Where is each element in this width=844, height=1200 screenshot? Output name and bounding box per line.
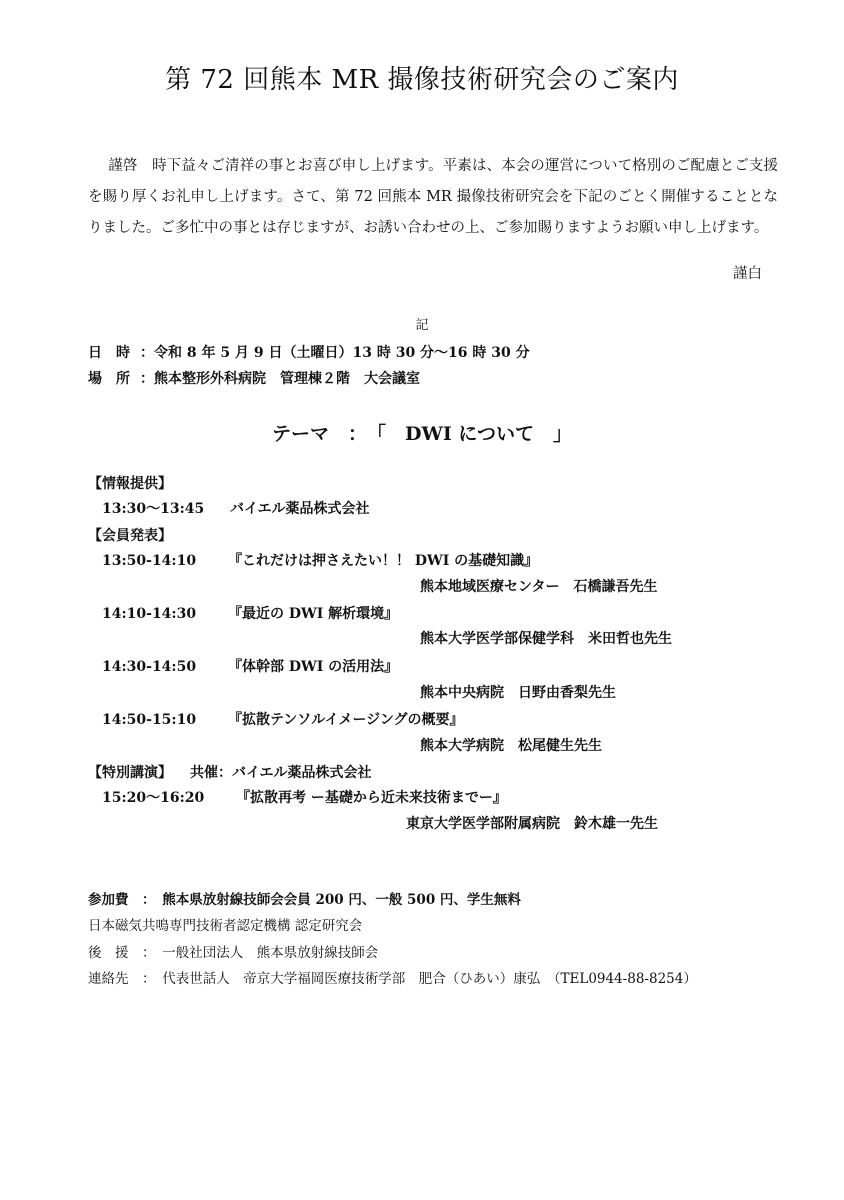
special-section-header: 【特別講演】 — [88, 765, 172, 781]
greeting-paragraph: 謹啓 時下益々ご清祥の事とお喜び申し上げます。平素は、本会の運営について格別のご配慮とご支援を賜り厚くお礼申し上げます。さて、第 72 回熊本 MR 撮像技術研究会を下記のごとく開催することとなりました。ご多忙中の事とは存じますが、お誘い合わせの上、ご参加賜りますようお願い申し上げます。 — [88, 158, 778, 236]
place-label: 場 所 — [88, 371, 130, 387]
talk-affiliation: 熊本大学病院 松尾健生先生 — [420, 738, 602, 754]
talk-title: 『最近の DWI 解析環境』 — [228, 606, 399, 622]
closing-word: 謹白 — [733, 266, 762, 282]
talk-affiliation: 熊本地域医療センター 石橋謙吾先生 — [420, 579, 658, 595]
special-title: 『拡散再考 ー基礎から近未来技術までー』 — [236, 790, 507, 806]
talk-time: 13:50-14:10 — [102, 553, 197, 569]
talk-title: 『これだけは押さえたい！！ DWI の基礎知識』 — [228, 553, 539, 569]
page-title: 第 72 回熊本 MR 撮像技術研究会のご案内 — [165, 65, 679, 95]
talk-affiliation: 熊本中央病院 日野由香梨先生 — [420, 685, 616, 701]
talk-title: 『拡散テンソルイメージングの概要』 — [228, 712, 464, 728]
date-value: ：令和 8 年 5 月 9 日（土曜日）13 時 30 分～16 時 30 分 — [140, 345, 530, 361]
talk-time: 14:10-14:30 — [102, 606, 197, 622]
special-time: 15:20～16:20 — [102, 790, 205, 806]
talk-time: 14:30-14:50 — [102, 659, 197, 675]
talk-time: 14:50-15:10 — [102, 712, 197, 728]
member-section-header: 【会員発表】 — [88, 528, 172, 544]
date-row — [88, 342, 530, 364]
fee-line: 参加費 ： 熊本県放射線技師会会員 200 円、一般 500 円、学生無料 — [88, 892, 521, 908]
contact-line: 連絡先 ： 代表世話人 帝京大学福岡医療技術学部 肥合（ひあい）康弘 （TEL0944-88-8254） — [88, 971, 697, 987]
ki-marker: 記 — [415, 318, 429, 333]
support-line: 後 援 ： 一般社団法人 熊本県放射線技師会 — [88, 945, 379, 961]
certification-line: 日本磁気共鳴専門技術者認定機構 認定研究会 — [88, 918, 363, 934]
special-sponsor: 共催：バイエル薬品株式会社 — [190, 765, 372, 781]
info-section-header: 【情報提供】 — [88, 476, 172, 492]
talk-affiliation: 熊本大学医学部保健学科 米田哲也先生 — [420, 631, 672, 647]
place-value: ：熊本整形外科病院 管理棟２階 大会議室 — [140, 371, 420, 387]
special-affiliation: 東京大学医学部附属病院 鈴木雄一先生 — [406, 816, 658, 832]
info-provider: バイエル薬品株式会社 — [230, 501, 370, 517]
talk-title: 『体幹部 DWI の活用法』 — [228, 659, 399, 675]
date-label: 日 時 — [88, 345, 130, 361]
place-row — [88, 368, 420, 390]
info-time: 13:30～13:45 — [102, 501, 205, 517]
theme-heading: テーマ ： 「 DWI について 」 — [272, 423, 572, 445]
